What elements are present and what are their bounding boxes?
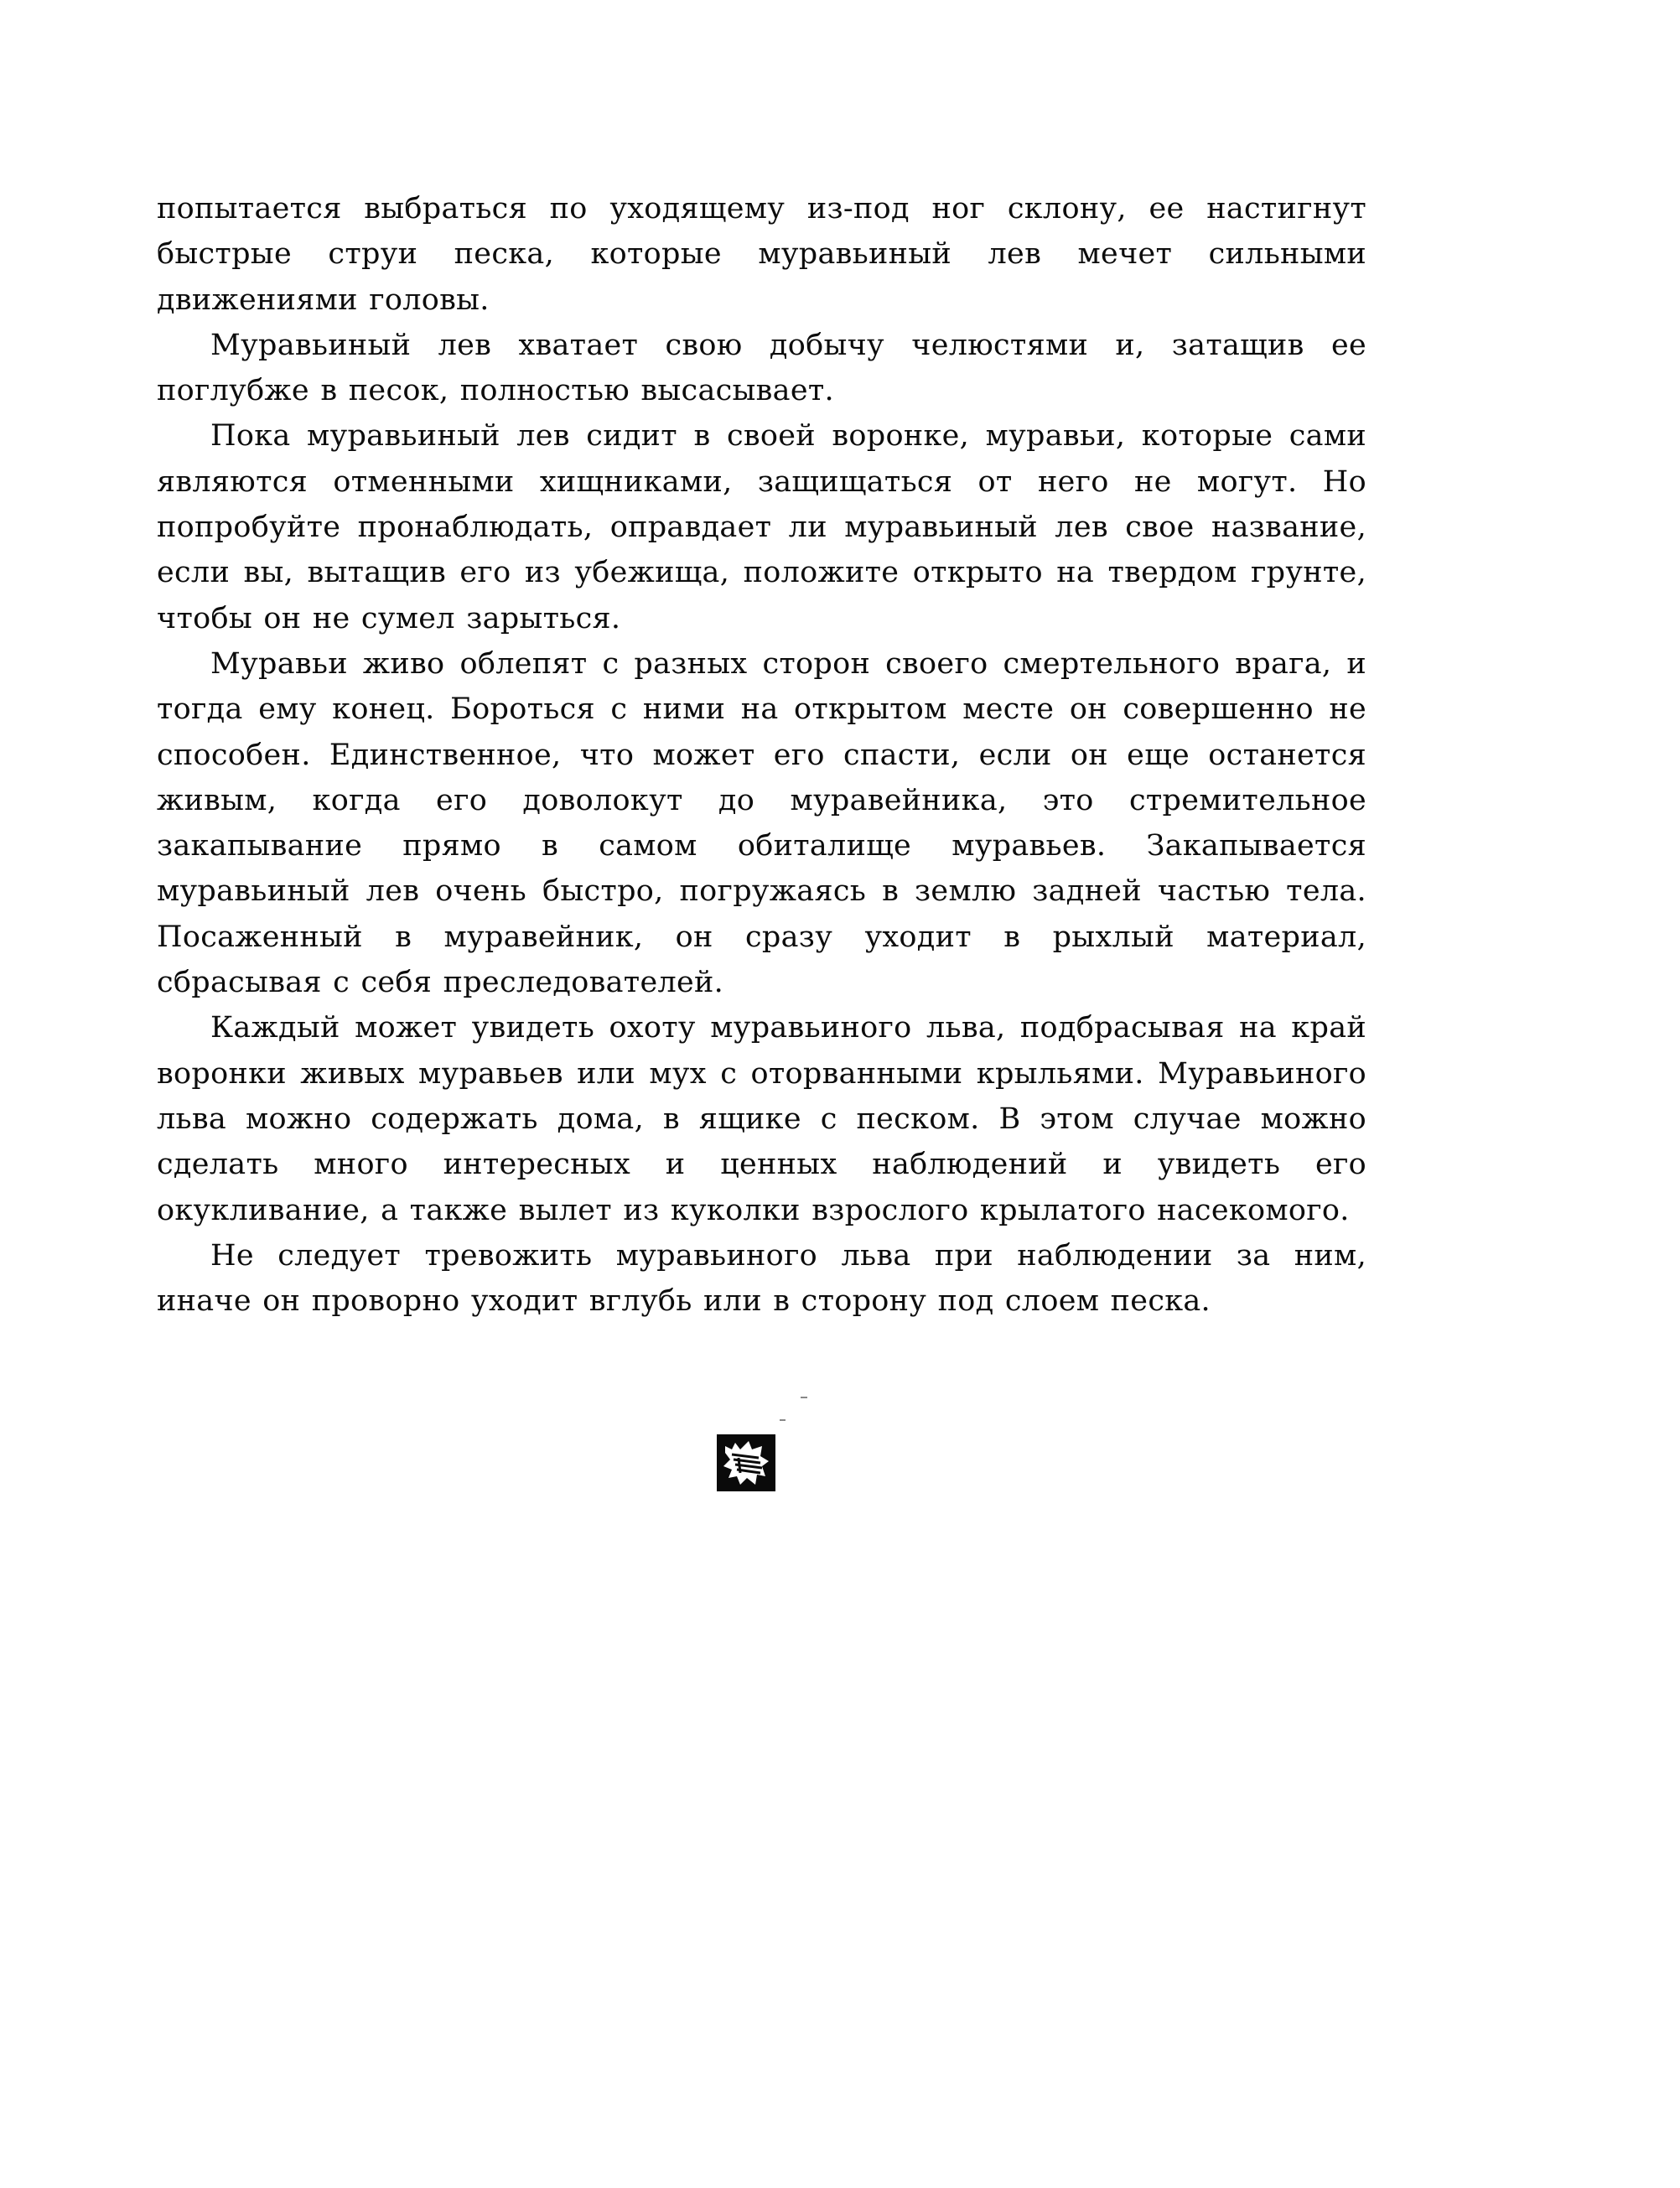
paragraph-continued: попытается выбраться по уходящему из-под ног склону, ее настигнут быстрые струи песка, которые муравьиный лев мечет сильными движениями головы. (157, 192, 1366, 317)
document-body (157, 186, 1366, 1324)
leaf-vignette-icon (715, 1433, 777, 1493)
paragraph: Пока муравьиный лев сидит в своей воронке, муравьи, которые сами являются отменными хищниками, защищаться от него не могут. Но попробуйте пронаблюдать, оправдает ли муравьиный лев свое название, если вы, вытащив его из убежища, положите открыто на твердом грунте, чтобы он не сумел зарыться. (157, 419, 1366, 635)
scan-speck (801, 1397, 807, 1398)
paragraph: Каждый может увидеть охоту муравьиного льва, подбрасывая на край воронки живых муравьев или мух с оторванными крыльями. Муравьиного льва можно содержать дома, в ящике с песком. В этом случае можно сделать много интересных и ценных наблюдений и увидеть его окукливание, а также вылет из куколки взрослого крылатого насекомого. (157, 1011, 1366, 1227)
scan-speck (780, 1419, 786, 1421)
paragraph: Не следует тревожить муравьиного льва при наблюдении за ним, иначе он проворно уходит вглубь или в сторону под слоем песка. (157, 1238, 1366, 1319)
paragraph: Муравьиный лев хватает свою добычу челюстями и, затащив ее поглубже в песок, полностью высасывает. (157, 328, 1366, 408)
paragraph: Муравьи живо облепят с разных сторон своего смертельного врага, и тогда ему конец. Бороться с ними на открытом месте он совершенно не способен. Единственное, что может его спасти, если он еще останется живым, когда его доволокут до муравейника, это стремительное закапывание прямо в самом обиталище муравьев. Закапывается муравьиный лев очень быстро, погружаясь в землю задней частью тела. Посаженный в муравейник, он сразу уходит в рыхлый материал, сбрасывая с себя преследователей. (157, 646, 1366, 1000)
